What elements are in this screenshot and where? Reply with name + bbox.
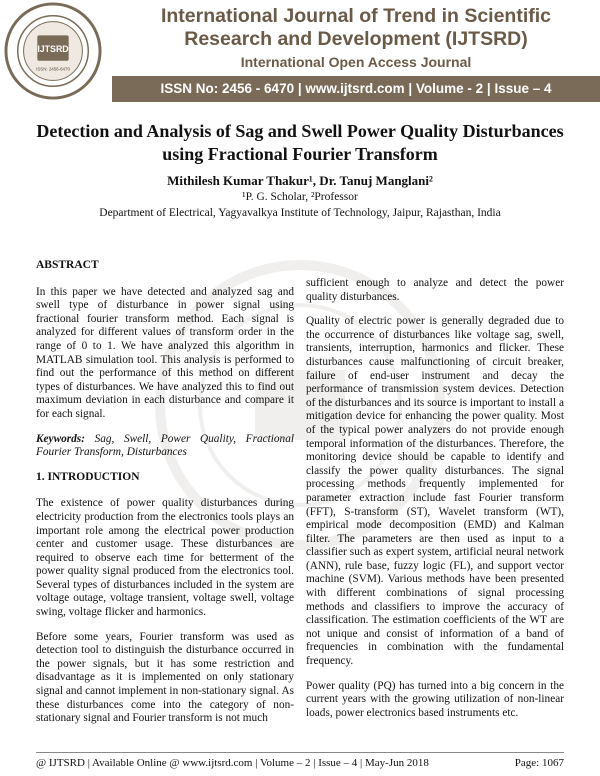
- paper-title-line2: using Fractional Fourier Transform: [162, 144, 438, 164]
- introduction-heading: 1. INTRODUCTION: [36, 470, 140, 483]
- keywords-label: Keywords:: [36, 432, 85, 445]
- author-roles: ¹P. G. Scholar, ²Professor: [242, 191, 358, 203]
- ijtsrd-logo: [4, 2, 102, 100]
- abstract-text: In this paper we have detected and analyzed sag and swell type of disturbance in power signal using fractional fourier transform method. Each signal is analyzed for different values of transform order in the range of 0 to 1. We have analyzed this algorithm in MATLAB simulation tool. This analysis is performed to find out the performance of this method on different types of disturbances. We have analyzed this to find out maximum deviation in each disturbance and compare it for each signal.: [36, 285, 294, 420]
- right-paragraph-2: Quality of electric power is generally degraded due to the occurrence of disturbances like voltage sag, swell, transients, interruption, harmonics and flicker. These disturbances cause malfunctioning of circuit breaker, failure of end-user instrument and decay the performance of transmission system devices. Detection of the disturbances and its source is important to install a mitigation device for enhancing the power quality. Most of the typical power analyzers do not provide enough temporal information of the disturbances. Therefore, the monitoring device should be capable to identify and classify the power quality disturbances. The signal processing methods frequently implemented for parameter extraction include fast Fourier transform (FFT), S-transform (ST), Wavelet transform (WT), empirical mode decomposition (EMD) and Kalman filter. The parameters are then used as input to a classifier such as expert system, artificial neural network (ANN), rule base, fuzzy logic (FL), and support vector machine (SVM). Various methods have been presented with different combinations of signal processing methods and classifiers to improve the accuracy of classification. The estimation coefficients of the WT are not unique and consist of information of a band of frequencies in combination with the fundamental frequency.: [306, 315, 564, 668]
- footer-divider: [36, 752, 564, 753]
- keywords: [36, 433, 294, 460]
- abstract-heading: ABSTRACT: [36, 259, 99, 271]
- journal-title-line2: Research and Development (IJTSRD): [184, 28, 528, 50]
- paper-title: [20, 120, 580, 166]
- journal-header: [0, 0, 600, 106]
- right-column: [306, 277, 564, 731]
- intro-paragraph-1: The existence of power quality disturbances during electricity production from the electronics tools plays an important role among the electrical power production center and customer usage. These disturbances are required to observe each time for betterment of the power quality signal produced from the electronics tool. Several types of disturbances included in the system are voltage outage, voltage transient, voltage swell, voltage swing, voltage flicker and harmonics.: [36, 497, 294, 619]
- footer-citation: @ IJTSRD | Available Online @ www.ijtsrd.com | Volume – 2 | Issue – 4 | May-Jun 2018: [36, 757, 429, 769]
- paper-authors: Mithilesh Kumar Thakur¹, Dr. Tanuj Manglani²: [167, 173, 433, 188]
- right-paragraph-1: sufficient enough to analyze and detect the power quality disturbances.: [306, 277, 564, 303]
- journal-subtitle: International Open Access Journal: [240, 54, 472, 70]
- issn-bar: ISSN No: 2456 - 6470 | www.ijtsrd.com | Volume - 2 | Issue – 4: [112, 76, 600, 102]
- intro-paragraph-2: Before some years, Fourier transform was used as detection tool to distinguish the disturbance occurred in the power signals, but it has some restriction and disadvantage as it is implemented on only stationary signal and cannot implement in non-stationary signal. As these disturbances come into the category of non-stationary signal and Fourier transform is not much: [36, 630, 294, 725]
- paper-title-line1: Detection and Analysis of Sag and Swell Power Quality Disturbances: [36, 121, 564, 141]
- left-column: [36, 259, 294, 737]
- journal-title-line1: International Journal of Trend in Scientific: [160, 5, 552, 27]
- author-affiliation: Department of Electrical, Yagyavalkya Institute of Technology, Jaipur, Rajasthan, India: [99, 207, 501, 219]
- keywords-text: Sag, Swell, Power Quality, Fractional Fourier Transform, Disturbances: [36, 432, 294, 459]
- svg-text:IJTSRD: IJTSRD: [37, 43, 69, 54]
- right-paragraph-3: Power quality (PQ) has turned into a big concern in the current years with the growing utilization of non-linear loads, power electronics based instruments etc.: [306, 679, 564, 719]
- page-number: Page: 1067: [514, 757, 564, 769]
- journal-title: [118, 5, 594, 51]
- svg-text:ISSN: 2456-6470: ISSN: 2456-6470: [36, 66, 70, 72]
